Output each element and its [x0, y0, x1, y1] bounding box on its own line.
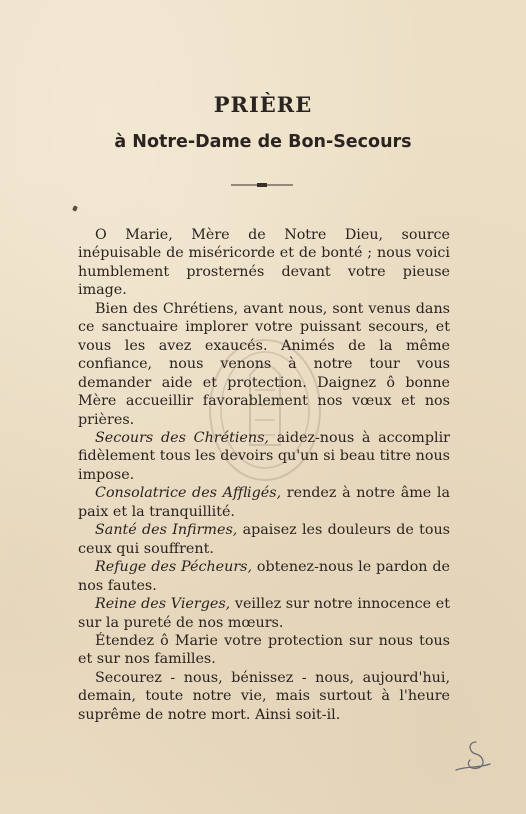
prayer-paragraph: Étendez ô Marie votre protection sur nous tous et sur nos familles. [78, 632, 450, 668]
prayer-paragraph: Santé des Infirmes, apaisez les douleurs de tous ceux qui souffrent. [78, 522, 450, 557]
prayer-paragraph: Secours des Chrétiens, aidez-nous à accomplir fidèlement tous les devoirs qu'un si beau titre nous impose. [78, 429, 450, 483]
ink-speck [72, 205, 78, 211]
handwritten-mark-icon [452, 738, 494, 778]
prayer-paragraph: Secourez - nous, bénissez - nous, aujourd'hui, demain, toute notre vie, mais surtout à l'heure suprême de notre mort. Ainsi soit-il. [78, 669, 450, 723]
prayer-body [78, 226, 450, 724]
prayer-paragraph: Reine des Vierges, veillez sur notre innocence et sur la pureté de nos mœurs. [78, 596, 450, 631]
prayer-paragraph: Refuge des Pécheurs, obtenez-nous le pardon de nos fautes. [78, 559, 450, 594]
prayer-paragraph: Bien des Chrétiens, avant nous, sont venus dans ce sanctuaire implorer votre puissant secours, et vous les avez exaucés. Animés de la même confiance, nous venons à notre tour vous demander aide et protection. Daignez ô bonne Mère accueillir favorablement nos vœux et nos prières. [78, 300, 450, 428]
ornamental-divider [231, 182, 293, 188]
prayer-title: PRIÈRE [213, 92, 313, 117]
prayer-paragraph: Consolatrice des Affligés, rendez à notre âme la paix et la tranquillité. [78, 485, 450, 520]
prayer-subtitle: à Notre-Dame de Bon-Secours [114, 132, 412, 152]
prayer-paragraph: O Marie, Mère de Notre Dieu, source inépuisable de miséricorde et de bonté ; nous voici humblement prosternés devant votre pieuse image. [78, 227, 450, 299]
